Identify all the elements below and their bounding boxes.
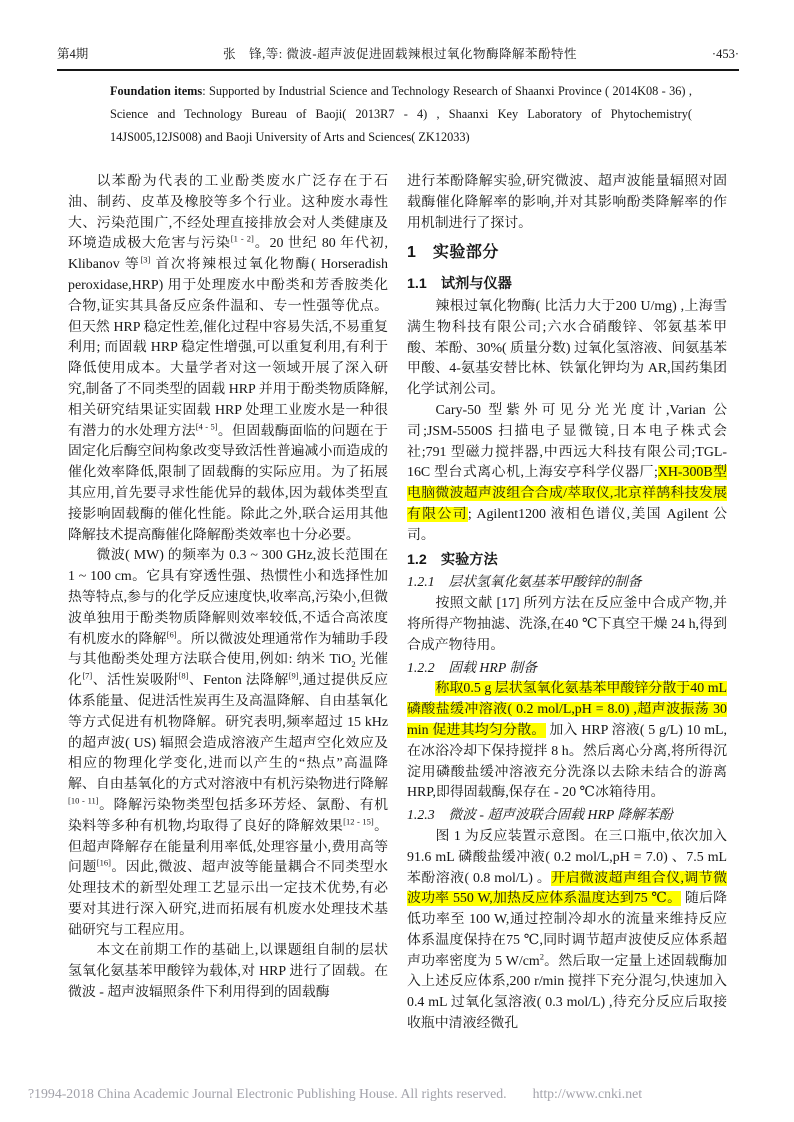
subsubsection-heading-carrier-prep: 1.2.1 层状氢氧化氨基苯甲酸锌的制备 bbox=[407, 574, 642, 590]
paragraph-phenol-degradation: 图 1 为反应装置示意图。在三口瓶中,依次加入 91.6 mL 磷酸盐缓冲液( 0.2 mol/L,pH = 7.0) 、7.5 mL 苯酚溶液( 0.8 mol/L) 。开启微波超声组合仪,调节微波功率 550 W,加热反应体系温度达到75 ℃。 随后降低功率至 100 W,通过控制冷却水的流量来维持反应体系温度保持在75 ℃,同时调节超声波使反应体系超声功率密度为 5 $W/cm^2$。然后取一定量上述固载酶加入上述反应体系,200 r/min 搅拌下充分混匀,快速加入 0.4 mL 过氧化氢溶液( 0.3 mol/L) ,待充分反应后取接收瓶中清液经微孔 bbox=[407, 828, 727, 1032]
running-title: 张 锋,等: 微波-超声波促进固载辣根过氧化物酶降解苯酚特性 bbox=[223, 47, 578, 61]
page-number: ·453· bbox=[711, 47, 739, 61]
page-header bbox=[57, 44, 739, 62]
right-column bbox=[407, 172, 727, 1035]
cnki-watermark bbox=[28, 1086, 768, 1102]
paragraph-intro-continued: 进行苯酚降解实验,研究微波、超声波能量辐照对固载酶催化降解率的影响,并对其影响酚类降解率的作用机制进行了探讨。 bbox=[407, 174, 727, 231]
foundation-text: : Supported by Industrial Science and Technology Research of Shaanxi Province ( 2014K08 - 36) , Science and Technology Bureau of Baoji( 2013R7 - 4) , Shaanxi Key Laboratory of Phytochemistry( 14JS005,12JS008) and Baoji University of Arts and Sciences( ZK12033) bbox=[110, 84, 692, 144]
cnki-url: http://www.cnki.net bbox=[532, 1086, 643, 1101]
subsection-heading-methods: 1.2 实验方法 bbox=[407, 551, 498, 568]
paragraph-microwave-ultrasound-background: 微波( MW) 的频率为 0.3 ~ 300 GHz,波长范围在 1 ~ 100 cm。它具有穿透性强、热惯性小和选择性加热等特点,参与的化学反应速度快,收率高,污染小,但微波单独用于酚类物质降解则效率较低,不适合高浓度有机废水的降解[6]。所以微波处理通常作为辅助手段与其他酚类处理方法联合使用,例如: 纳米 TiO$_2$ 光催化[7]、活性炭吸附[8]、Fenton 法降解[9],通过提供反应体系能量、促进活性炭再生及高温降解、自由基氧化等方式促进有机物降解。研究表明,频率超过 15 kHz 的超声波( US) 辐照会造成溶液产生超声空化效应及相应的物理化学变化,进而以产生的“热点”高温降解、自由基氧化的方式对溶液中有机污染物进行降解[10 - 11]。降解污染物类型包括多环芳烃、氯酚、有机染料等多种有机物,均取得了良好的降解效果[12 - 15]。但超声降解存在能量利用率低,处理容量小,费用高等问题[16]。因此,微波、超声波等能量耦合不同类型水处理技术的新型处理工艺显示出一定技术优势,有必要对其进行深入研究,进而拓展有机废水处理技术基础研究与工程应用。 bbox=[68, 548, 388, 938]
paragraph-phenol-wastewater: 以苯酚为代表的工业酚类废水广泛存在于石油、制药、皮革及橡胶等多个行业。这种废水毒性大、污染范围广,不经处理直接排放会对人类健康及环境造成极大危害与污染[1 - 2]。20 世纪 80 年代初, Klibanov 等[3] 首次将辣根过氧化物酶( Horseradish peroxidase,HRP) 用于处理废水中酚类和芳香胺类化合物,证实其具备反应条件温和、专一性强等优点。但天然 HRP 稳定性差,催化过程中容易失活,不易重复利用; 而固载 HRP 稳定性增强,可以重复利用,有利于降低使用成本。大量学者对这一领域开展了深入研究,制备了不同类型的固载 HRP 并用于酚类物质降解,相关研究结果证实固载 HRP 处理工业废水是一种很有潜力的水处理方法[4 - 5]。但固载酶面临的问题在于固定化后酶空间构象改变导致活性普遍减小而造成的催化效率降低,限制了固载酶的实际应用。为了拓展其应用,首先要寻求性能优异的载体,因为载体类型直接影响固载酶的催化性能。除此之外,联合运用其他降解技术提高酶催化降解酚类效率也十分必要。 bbox=[68, 174, 388, 543]
journal-issue: 第4期 bbox=[57, 47, 89, 61]
subsubsection-heading-hrp-immobilization: 1.2.2 固载 HRP 制备 bbox=[407, 659, 538, 675]
left-column bbox=[68, 172, 388, 1035]
foundation-note bbox=[110, 80, 692, 148]
paragraph-carrier-prep: 按照文献 [17] 所列方法在反应釜中合成产物,并将所得产物抽滤、洗涤,在40 ℃下真空干燥 24 h,得到合成产物待用。 bbox=[407, 596, 727, 653]
paragraph-instruments: Cary-50 型紫外可见分光光度计,Varian 公司;JSM-5500S 扫描电子显微镜,日本电子株式会社;791 型磁力搅拌器,中西远大科技有限公司;TGL-16C 型台式离心机,上海安亭科学仪器厂;XH-300B型电脑微波超声波组合合成/萃取仪,北京祥鹄科技发展有限公司; Agilent1200 液相色谱仪,美国 Agilent 公司。 bbox=[407, 402, 727, 543]
section-heading-experiment: 1 实验部分 bbox=[407, 244, 499, 262]
two-column-body bbox=[68, 172, 727, 1035]
subsection-heading-reagents: 1.1 试剂与仪器 bbox=[407, 276, 512, 293]
paragraph-hrp-immobilization: 称取0.5 g 层状氢氧化氨基苯甲酸锌分散于40 mL磷酸盐缓冲溶液( 0.2 mol/L,pH = 8.0) ,超声波振荡 30 min 促进其均匀分散。 加入 HRP 溶液( 5 g/L) 10 mL,在冰浴冷却下保持搅拌 8 h。然后离心分离,将所得沉淀用磷酸盐缓冲溶液充分洗涤以去除未结合的游离 HRP,即得固载酶,保存在 - 20 ℃冰箱待用。 bbox=[407, 681, 727, 801]
foundation-label: Foundation items bbox=[110, 84, 203, 98]
copyright-text: ?1994-2018 China Academic Journal Electronic Publishing House. All rights reserved. bbox=[28, 1086, 507, 1101]
subsubsection-heading-phenol-degradation: 1.2.3 微波 - 超声波联合固载 HRP 降解苯酚 bbox=[407, 807, 673, 823]
paragraph-this-work: 本文在前期工作的基础上,以课题组自制的层状氢氧化氨基苯甲酸锌为载体,对 HRP 进行了固载。在微波 - 超声波辐照条件下利用得到的固载酶 bbox=[68, 943, 388, 1001]
paragraph-reagents: 辣根过氧化物酶( 比活力大于200 U/mg) ,上海雪满生物科技有限公司;六水合硝酸锌、邻氨基苯甲酸、苯酚、30%( 质量分数) 过氧化氢溶液、间氨基苯甲酸、4-氨基安替比林、铁氰化钾均为 AR,国药集团化学试剂公司。 bbox=[407, 298, 727, 398]
header-rule bbox=[57, 69, 739, 71]
